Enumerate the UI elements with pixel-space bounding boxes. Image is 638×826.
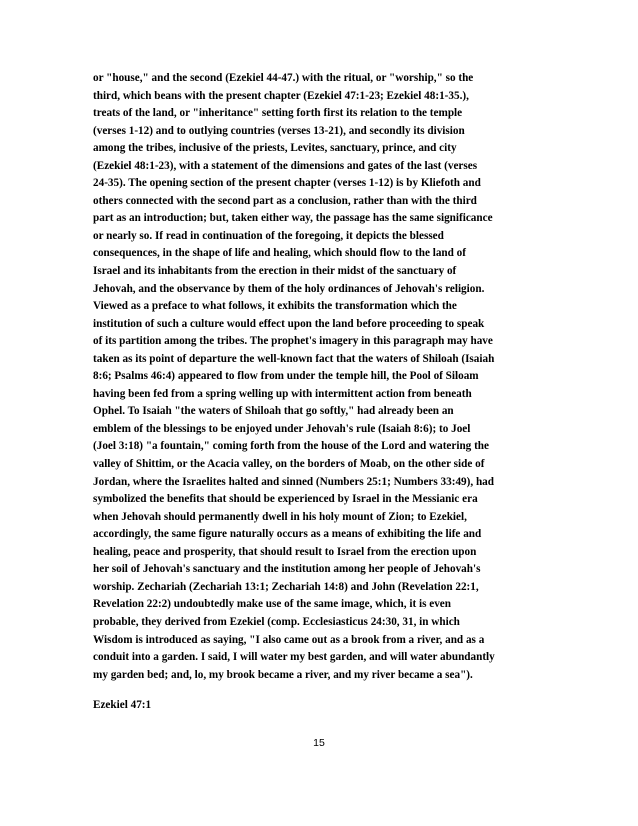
text-line: worship. Zechariah (Zechariah 13:1; Zechariah 14:8) and John (Revelation 22:1, xyxy=(93,580,479,593)
text-line: third, which beans with the present chapter (Ezekiel 47:1-23; Ezekiel 48:1-35.), xyxy=(93,89,469,102)
text-line: institution of such a culture would effect upon the land before proceeding to speak xyxy=(93,317,485,330)
text-line: my garden bed; and, lo, my brook became a river, and my river became a sea"). xyxy=(93,668,473,681)
text-line: or nearly so. If read in continuation of the foregoing, it depicts the blessed xyxy=(93,229,444,242)
body-paragraph xyxy=(93,70,555,684)
text-line: Jehovah, and the observance by them of the holy ordinances of Jehovah's religion. xyxy=(93,282,485,295)
text-line: probable, they derived from Ezekiel (comp. Ecclesiasticus 24:30, 31, in which xyxy=(93,615,460,628)
text-line: of its partition among the tribes. The prophet's imagery in this paragraph may have xyxy=(93,335,493,348)
text-line: consequences, in the shape of life and healing, which should flow to the land of xyxy=(93,247,466,260)
text-line: Revelation 22:2) undoubtedly make use of the same image, which, it is even xyxy=(93,598,451,611)
text-line: or "house," and the second (Ezekiel 44-47.) with the ritual, or "worship," so the xyxy=(93,72,474,84)
text-line: others connected with the second part as a conclusion, rather than with the third xyxy=(93,194,477,207)
text-line: Wisdom is introduced as saying, "I also came out as a brook from a river, and as a xyxy=(93,633,485,646)
text-line: her soil of Jehovah's sanctuary and the institution among her people of Jehovah's xyxy=(93,563,481,576)
text-line: when Jehovah should permanently dwell in his holy mount of Zion; to Ezekiel, xyxy=(93,510,467,523)
text-line: Ophel. To Isaiah "the waters of Shiloah that go softly," had already been an xyxy=(93,405,454,418)
text-line: 24-35). The opening section of the present chapter (verses 1-12) is by Kliefoth and xyxy=(93,177,481,190)
text-line: Israel and its inhabitants from the erection in their midst of the sanctuary of xyxy=(93,265,457,278)
text-line: Jordan, where the Israelites halted and sinned (Numbers 25:1; Numbers 33:49), had xyxy=(93,475,494,488)
text-line: accordingly, the same figure naturally occurs as a means of exhibiting the life and xyxy=(93,528,482,541)
text-line: part as an introduction; but, taken either way, the passage has the same significance xyxy=(93,212,493,225)
text-line: treats of the land, or "inheritance" setting forth first its relation to the temple xyxy=(93,107,463,120)
text-line: Viewed as a preface to what follows, it exhibits the transformation which the xyxy=(93,300,457,313)
text-line: (verses 1-12) and to outlying countries (verses 13-21), and secondly its division xyxy=(93,124,465,137)
text-line: conduit into a garden. I said, I will water my best garden, and will water abundantly xyxy=(93,651,495,664)
text-line: among the tribes, inclusive of the priests, Levites, sanctuary, prince, and city xyxy=(93,142,457,155)
text-line: healing, peace and prosperity, that should result to Israel from the erection upon xyxy=(93,545,477,558)
text-line: (Ezekiel 48:1-23), with a statement of the dimensions and gates of the last (verses xyxy=(93,159,478,172)
section-heading: Ezekiel 47:1 xyxy=(93,699,152,711)
text-line: 8:6; Psalms 46:4) appeared to flow from under the temple hill, the Pool of Siloam xyxy=(93,370,479,383)
text-line: having been fed from a spring welling up with intermittent action from beneath xyxy=(93,387,472,400)
text-line: emblem of the blessings to be enjoyed under Jehovah's rule (Isaiah 8:6); to Joel xyxy=(93,422,471,435)
text-line: symbolized the benefits that should be experienced by Israel in the Messianic era xyxy=(93,493,478,506)
text-line: taken as its point of departure the well-known fact that the waters of Shiloah (Isaiah xyxy=(93,352,495,365)
page-number: 15 xyxy=(313,737,325,749)
text-line: valley of Shittim, or the Acacia valley, on the borders of Moab, on the other side of xyxy=(93,458,485,471)
text-line: (Joel 3:18) "a fountain," coming forth from the house of the Lord and watering the xyxy=(93,440,489,453)
